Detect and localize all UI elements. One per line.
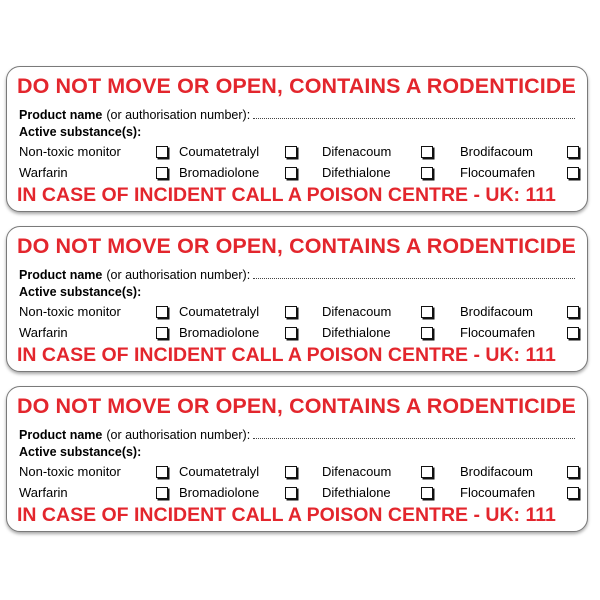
- substance-label: Difethialone: [322, 325, 391, 340]
- product-name-hint: (or authorisation number):: [106, 268, 251, 282]
- substance-label: Non-toxic monitor: [19, 304, 121, 319]
- checkbox[interactable]: [567, 167, 579, 179]
- warning-heading: DO NOT MOVE OR OPEN, CONTAINS A RODENTICIDE: [17, 74, 576, 98]
- checkbox[interactable]: [156, 167, 168, 179]
- incident-notice: IN CASE OF INCIDENT CALL A POISON CENTRE - UK: 111: [17, 184, 556, 206]
- checkbox[interactable]: [567, 327, 579, 339]
- incident-notice: IN CASE OF INCIDENT CALL A POISON CENTRE - UK: 111: [17, 504, 556, 526]
- substance-label: Flocoumafen: [460, 165, 536, 180]
- product-name-field[interactable]: [253, 277, 575, 279]
- substance-label: Warfarin: [19, 325, 68, 340]
- substance-label: Warfarin: [19, 485, 68, 500]
- rodenticide-label: [6, 66, 588, 212]
- substance-label: Warfarin: [19, 165, 68, 180]
- checkbox[interactable]: [567, 487, 579, 499]
- checkbox[interactable]: [285, 146, 297, 158]
- substance-label: Brodifacoum: [460, 304, 533, 319]
- substance-label: Non-toxic monitor: [19, 464, 121, 479]
- substance-label: Difethialone: [322, 485, 391, 500]
- checkbox[interactable]: [285, 466, 297, 478]
- checkbox[interactable]: [285, 306, 297, 318]
- checkbox[interactable]: [285, 327, 297, 339]
- checkbox[interactable]: [156, 306, 168, 318]
- product-name-line: [19, 428, 575, 442]
- substance-label: Flocoumafen: [460, 485, 536, 500]
- warning-heading: DO NOT MOVE OR OPEN, CONTAINS A RODENTICIDE: [17, 394, 576, 418]
- substance-label: Coumatetralyl: [179, 304, 260, 319]
- product-name-hint: (or authorisation number):: [106, 428, 251, 442]
- product-name-label: Product name: [19, 428, 103, 442]
- checkbox[interactable]: [421, 466, 433, 478]
- checkbox[interactable]: [421, 146, 433, 158]
- substance-label: Difethialone: [322, 165, 391, 180]
- substance-label: Brodifacoum: [460, 464, 533, 479]
- product-name-field[interactable]: [253, 437, 575, 439]
- checkbox[interactable]: [156, 487, 168, 499]
- substance-label: Difenacoum: [322, 144, 392, 159]
- rodenticide-label: [6, 226, 588, 372]
- product-name-label: Product name: [19, 268, 103, 282]
- product-name-line: [19, 108, 575, 122]
- incident-notice: IN CASE OF INCIDENT CALL A POISON CENTRE - UK: 111: [17, 344, 556, 366]
- product-name-line: [19, 268, 575, 282]
- warning-heading: DO NOT MOVE OR OPEN, CONTAINS A RODENTICIDE: [17, 234, 576, 258]
- substance-label: Coumatetralyl: [179, 464, 260, 479]
- checkbox[interactable]: [421, 306, 433, 318]
- substance-label: Difenacoum: [322, 464, 392, 479]
- checkbox[interactable]: [421, 487, 433, 499]
- substance-label: Bromadiolone: [179, 325, 260, 340]
- active-substances-label: Active substance(s):: [19, 125, 142, 139]
- rodenticide-label: [6, 386, 588, 532]
- active-substances-label: Active substance(s):: [19, 285, 142, 299]
- checkbox[interactable]: [567, 306, 579, 318]
- substance-label: Coumatetralyl: [179, 144, 260, 159]
- product-name-label: Product name: [19, 108, 103, 122]
- checkbox[interactable]: [421, 327, 433, 339]
- checkbox[interactable]: [156, 466, 168, 478]
- checkbox[interactable]: [285, 167, 297, 179]
- checkbox[interactable]: [567, 146, 579, 158]
- substance-label: Flocoumafen: [460, 325, 536, 340]
- checkbox[interactable]: [567, 466, 579, 478]
- substance-label: Bromadiolone: [179, 165, 260, 180]
- active-substances-label: Active substance(s):: [19, 445, 142, 459]
- product-name-hint: (or authorisation number):: [106, 108, 251, 122]
- checkbox[interactable]: [156, 327, 168, 339]
- substance-label: Brodifacoum: [460, 144, 533, 159]
- checkbox[interactable]: [156, 146, 168, 158]
- checkbox[interactable]: [285, 487, 297, 499]
- substance-label: Non-toxic monitor: [19, 144, 121, 159]
- checkbox[interactable]: [421, 167, 433, 179]
- product-name-field[interactable]: [253, 117, 575, 119]
- substance-label: Bromadiolone: [179, 485, 260, 500]
- substance-label: Difenacoum: [322, 304, 392, 319]
